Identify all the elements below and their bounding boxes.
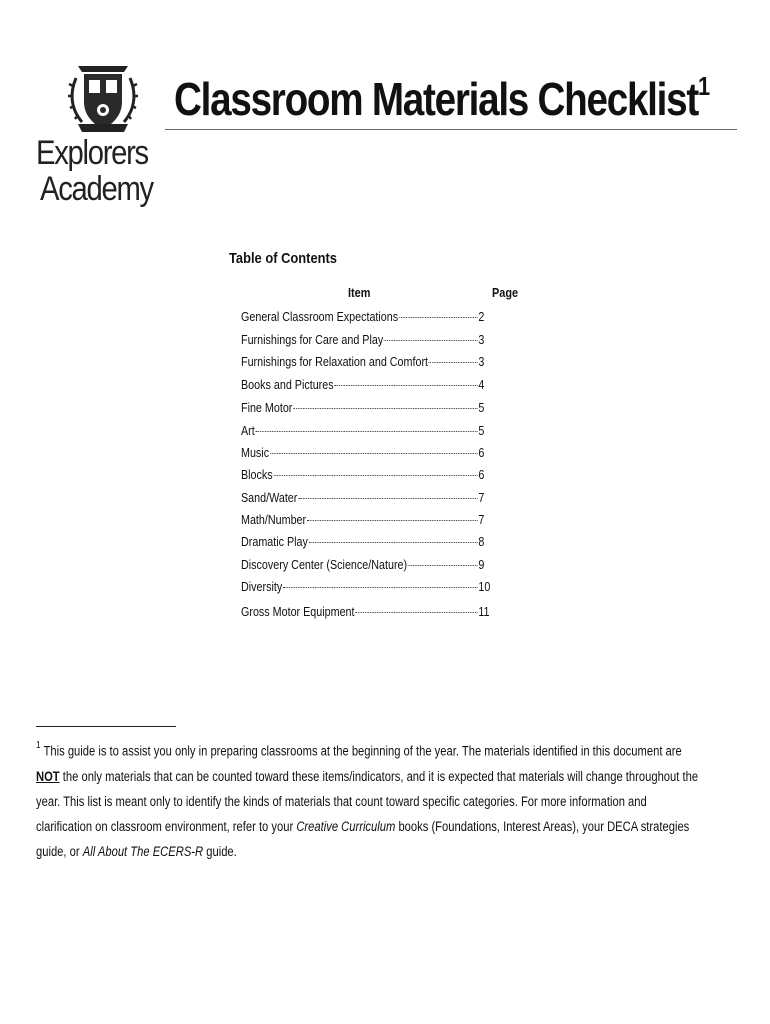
title-footnote-mark: 1 <box>697 70 711 101</box>
toc-row-label: Music <box>241 446 270 460</box>
footnote-ecers-r: All About The ECERS-R <box>82 843 204 859</box>
toc-row <box>241 353 490 369</box>
toc-row-page: 3 <box>478 333 485 347</box>
toc-row-label: Dramatic Play <box>241 535 308 549</box>
page-title-text: Classroom Materials Checklist <box>174 73 698 125</box>
page-title <box>174 72 710 126</box>
toc-row-leader <box>309 530 478 543</box>
footnote-creative-curriculum: Creative Curriculum <box>296 818 396 834</box>
toc-row <box>241 489 490 505</box>
toc-column-page-header: Page <box>492 285 519 300</box>
toc-row <box>241 331 490 347</box>
toc-row-label: Sand/Water <box>241 491 298 505</box>
toc-row-label: Math/Number <box>241 513 307 527</box>
footnote-text-part2: the only materials that can be counted toward these items/indicators, and it is expected that materials will change throughout the year. This list is meant only to identify the kinds of materials that count toward specific categories. For more information and clarification on classroom environment, refer to your <box>36 768 699 834</box>
toc-row-page: 7 <box>478 513 485 527</box>
toc-row-label: Discovery Center (Science/Nature) <box>241 558 408 572</box>
explorers-academy-logo <box>30 58 153 218</box>
toc-row-page: 3 <box>478 355 485 369</box>
toc-row-leader <box>256 419 478 432</box>
toc-row <box>241 603 490 619</box>
toc-row <box>241 376 490 392</box>
toc-row <box>241 444 490 460</box>
toc-row-page: 9 <box>478 558 485 572</box>
toc-row <box>241 399 490 415</box>
toc-row-label: Blocks <box>241 468 273 482</box>
toc-row <box>241 308 490 324</box>
toc-row <box>241 422 490 438</box>
toc-row-leader <box>384 328 477 341</box>
toc-row-page: 5 <box>478 424 485 438</box>
toc-row-page: 10 <box>478 580 491 594</box>
title-divider <box>165 129 737 130</box>
toc-row <box>241 578 490 594</box>
footnote-divider <box>36 726 176 727</box>
footnote-not-emphasis: NOT <box>36 768 60 784</box>
toc-row-label: Fine Motor <box>241 401 293 415</box>
toc-row-leader <box>298 486 477 499</box>
toc-column-item-header: Item <box>348 285 371 300</box>
toc-row-page: 8 <box>478 535 485 549</box>
toc-row-label: Furnishings for Care and Play <box>241 333 384 347</box>
toc-row-page: 6 <box>478 446 485 460</box>
footnote-mark: 1 <box>36 740 41 751</box>
toc-row <box>241 511 490 527</box>
toc-row-label: General Classroom Expectations <box>241 310 399 324</box>
toc-row-leader <box>355 600 477 613</box>
toc-row-page: 5 <box>478 401 485 415</box>
toc-row-leader <box>399 305 477 318</box>
toc-row-page: 2 <box>478 310 485 324</box>
toc-row <box>241 533 490 549</box>
footnote-text-part4: guide. <box>203 843 237 859</box>
toc-row-leader <box>283 575 477 588</box>
toc-row-page: 11 <box>478 605 490 619</box>
toc-row-label: Art <box>241 424 255 438</box>
toc-row <box>241 556 490 572</box>
toc-row-label: Books and Pictures <box>241 378 334 392</box>
toc-row-leader <box>334 373 477 386</box>
toc-row-leader <box>270 441 478 454</box>
logo-text-line2: Academy <box>40 170 153 208</box>
toc-row-label: Furnishings for Relaxation and Comfort <box>241 355 429 369</box>
toc-row-leader <box>274 463 478 476</box>
toc-row-leader <box>293 396 477 409</box>
toc-row-leader <box>307 508 478 521</box>
toc-row <box>241 466 490 482</box>
toc-row-leader <box>408 553 478 566</box>
toc-row-label: Diversity <box>241 580 283 594</box>
toc-row-page: 7 <box>478 491 485 505</box>
toc-row-page: 4 <box>478 378 485 392</box>
toc-row-page: 6 <box>478 468 485 482</box>
footnote <box>36 735 700 864</box>
academy-crest-icon <box>68 58 138 136</box>
toc-row-leader <box>429 350 478 363</box>
footnote-text-part1: This guide is to assist you only in preparing classrooms at the beginning of the year. The materials identified in this document are <box>43 743 682 759</box>
toc-heading: Table of Contents <box>229 250 337 267</box>
logo-text-line1: Explorers <box>36 134 148 172</box>
footnote-text-part3: books (Foundations, Interest Areas), your DECA strategies guide, or <box>36 818 690 859</box>
toc-row-label: Gross Motor Equipment <box>241 605 355 619</box>
